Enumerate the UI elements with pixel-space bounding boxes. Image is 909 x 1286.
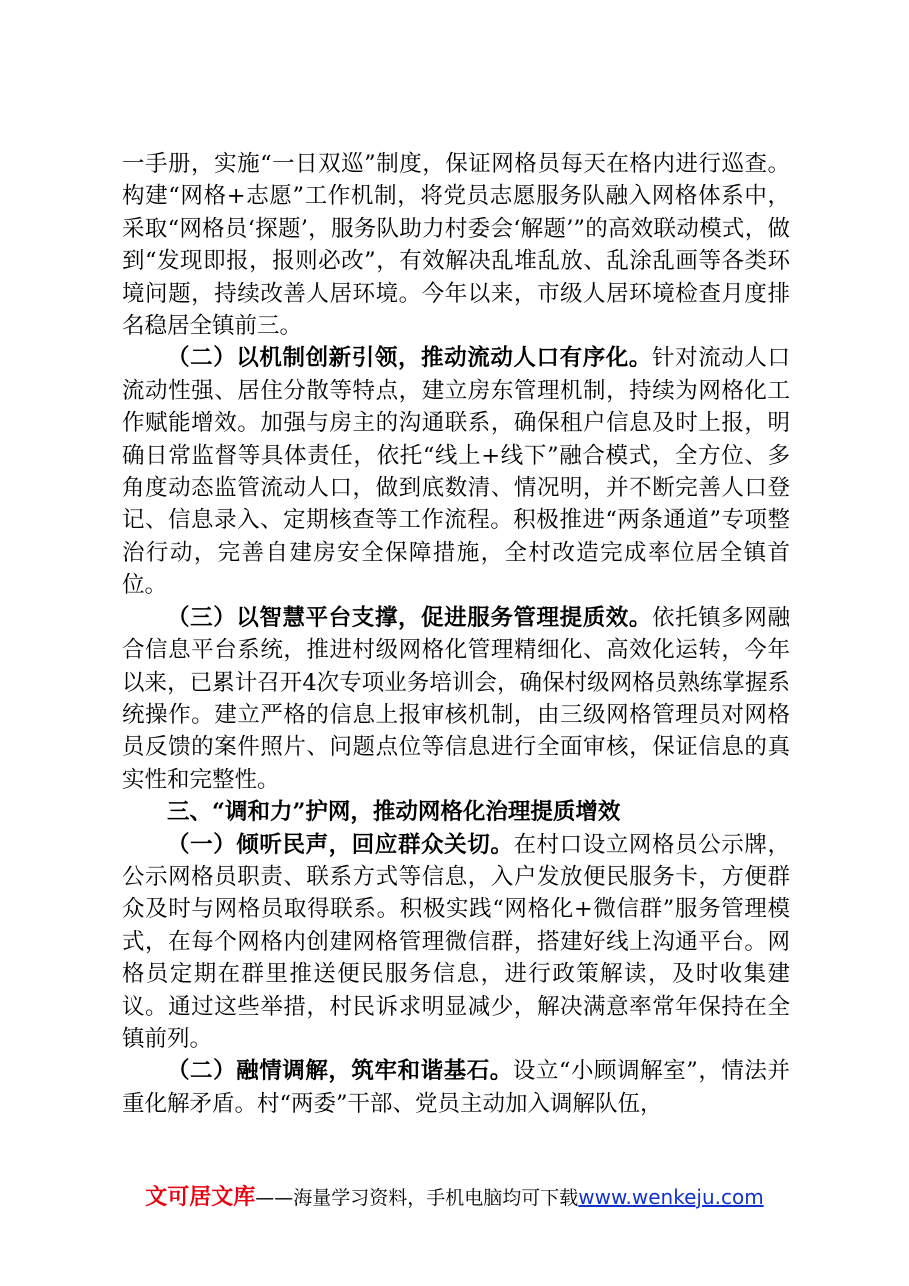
paragraph-item-mediation: [122, 1055, 790, 1120]
section-heading: 三、“调和力”护网，推动网格化治理提质增效: [167, 799, 621, 826]
document-body: [122, 148, 790, 1120]
paragraph-text: 针对流动人口流动性强、居住分散等特点，建立房东管理机制，持续为网格化工作赋能增效。加强与房主的沟通联系，确保租户信息及时上报，明确日常监督等具体责任，依托“线上+线下”融合模式，全方位、多角度动态监管流动人口，做到底数清、情况明，并不断完善人口登记、信息录入、定期核查等工作流程。积极推进“两条通道”专项整治行动，完善自建房安全保障措施，全村改造完成率位居全镇首位。: [122, 345, 790, 599]
footer-watermark: [0, 1180, 909, 1211]
paragraph-text: 设立“小顾调解室”，情法并重化解矛盾。村“两委”干部、党员主动加入调解队伍，: [122, 1058, 790, 1117]
footer-brand: 文可居文库: [145, 1185, 256, 1210]
paragraph-item-mechanism: [122, 342, 790, 601]
paragraph-lead: （二）以机制创新引领，推动流动人口有序化。: [167, 345, 652, 372]
paragraph-text: 在村口设立网格员公示牌，公示网格员职责、联系方式等信息，入户发放便民服务卡，方便群众及时与网格员取得联系。积极实践“网格化+微信群”服务管理模式，在每个网格内创建网格管理微信群，搭建好线上沟通平台。网格员定期在群里推送便民服务信息，进行政策解读，及时收集建议。通过这些举措，村民诉求明显减少，解决满意率常年保持在全镇前列。: [122, 831, 790, 1052]
paragraph-item-listen: [122, 829, 790, 1056]
paragraph-lead: （二）融情调解，筑牢和谐基石。: [167, 1058, 513, 1085]
paragraph-lead: （三）以智慧平台支撑，促进服务管理提质效。: [167, 604, 652, 631]
paragraph-continuation: [122, 148, 790, 342]
paragraph-text: 一手册，实施“一日双巡”制度，保证网格员每天在格内进行巡查。构建“网格+志愿”工作机制，将党员志愿服务队融入网格体系中，采取“网格员‘探题’，服务队助力村委会‘解题’”的高效联动模式，做到“发现即报，报则必改”，有效解决乱堆乱放、乱涂乱画等各类环境问题，持续改善人居环境。今年以来，市级人居环境检查月度排名稳居全镇前三。: [122, 151, 790, 340]
footer-slogan: ——海量学习资料，手机电脑均可下载: [255, 1187, 579, 1209]
paragraph-lead: （一）倾听民声，回应群众关切。: [167, 831, 514, 858]
footer-url-link[interactable]: www.wenkeju.com: [578, 1185, 764, 1209]
paragraph-text: 依托镇多网融合信息平台系统，推进村级网格化管理精细化、高效化运转，今年以来，已累计召开4次专项业务培训会，确保村级网格员熟练掌握系统操作。建立严格的信息上报审核机制，由三级网格管理员对网格员反馈的案件照片、问题点位等信息进行全面审核，保证信息的真实性和完整性。: [122, 604, 790, 793]
paragraph-item-platform: [122, 602, 790, 796]
